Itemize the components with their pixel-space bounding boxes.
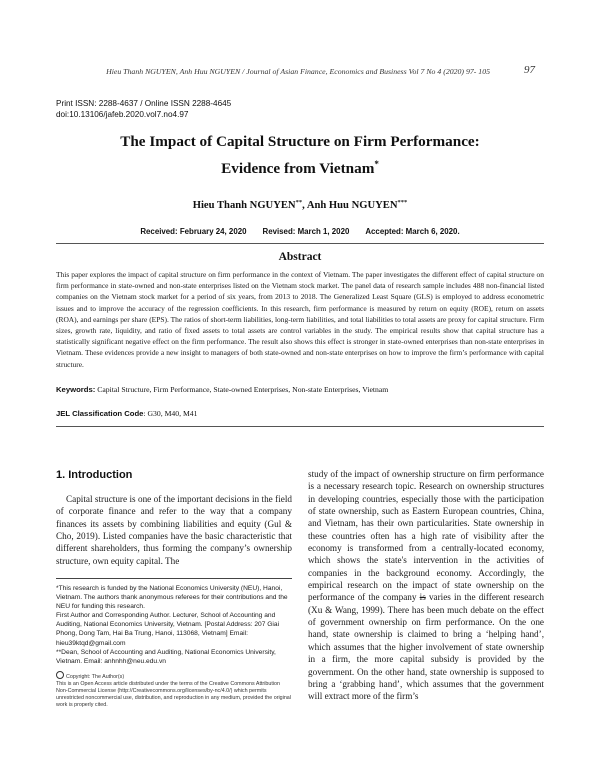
copyright-line [56,671,292,681]
issn-line: Print ISSN: 2288-4637 / Online ISSN 2288-4645 [56,99,232,108]
title-line-2-text: Evidence from Vietnam [221,160,375,178]
abstract-body: This paper explores the impact of capital structure on firm performance in the context of Vietnam. The paper investigates the different effect of capital structure on firm performance in state-owned and non-state enterprises listed on the Vietnam stock market. The panel data of research sample includes 488 non-financial listed companies on the Vietnam stock market for a period of six years, from 2013 to 2018. The Generalized Least Square (GLS) is employed to address econometric issues and to improve the accuracy of the regression coefficients. In this research, firm performance is measured by return on equity (ROE), return on assets (ROA), and earnings per share (EPS). The ratios of short-term liabilities, long-term liabilities, and total liabilities to total assets are proxy for capital structure. Firm sizes, growth rate, liquidity, and ratio of fixed assets to total assets are control variables in the study. The empirical results show that capital structure has a statistically significant negative effect on the firm performance. The result also shows this effect is stronger in state-owned enterprises than non-state enterprises in Vietnam. These evidences provide a new insight to managers of both state-owned and non-state enterprises on how to improve the firm’s performance with capital structure. [56,270,544,369]
author-1-mark: ** [295,199,303,206]
accepted-date: Accepted: March 6, 2020. [365,227,460,236]
right-column-part-b: varies in the different research (Xu & Wang, 1999). There has been much debate on the effect of government ownership on firm performance. On the one hand, state ownership is claimed to bring a ‘helping hand’, which assumes that the higher involvement of state ownership in a firm, the more capital subsidy is provided by the government. On the other hand, state ownership is supposed to bring a ‘grabbing hand’, which assumes that the government will extract more of the firm’s [308,592,544,702]
keywords-line [56,385,544,394]
issn-block [56,98,231,120]
copyright-block [56,671,292,709]
footnote-second-author: **Dean, School of Accounting and Auditing, National Economics University, Vietnam. Email: anhnhh@neu.edu.vn [56,648,276,665]
keywords-label: Keywords: [56,385,96,394]
footnote-first-author: First Author and Corresponding Author. Lecturer, School of Accounting and Auditing, National Economics University, Vietnam. [Postal Address: 207 Giai Phong, Dong Tam, Hai Ba Trung, Hanoi, 113068, Vietnam] Email: hieu39ktqd@gmail.com [56,612,280,647]
footnote-funding: *This research is funded by the National Economics University (NEU), Hanoi, Vietnam. The authors thank anonymous referees for their contributions and the NEU for funding this research. [56,585,288,611]
footnotes [56,584,292,666]
jel-label: JEL Classification Code [56,409,144,418]
title-footnote-mark: * [374,159,379,169]
author-2: Anh Huu NGUYEN [306,200,398,211]
running-head: Hieu Thanh NGUYEN, Anh Huu NGUYEN / Journal of Asian Finance, Economics and Business Vol 7 No 4 (2020) 97- 105 [106,67,490,76]
paper-title [50,130,550,180]
title-line-1: The Impact of Capital Structure on Firm Performance: [120,133,480,150]
revised-date: Revised: March 1, 2020 [262,227,350,236]
jel-codes: : G30, M40, M41 [143,409,198,418]
author-line [50,199,550,211]
jel-line [56,409,544,418]
title-line-2 [50,153,550,180]
copyright-icon [56,671,64,679]
received-date: Received: February 24, 2020 [140,227,247,236]
struck-word: is [419,592,426,603]
license-text: This is an Open Access article distributed under the terms of the Creative Commons Attribution Non-Commercial License (http://Creativecommons.org/licenses/by-nc/4.0/) which permits unrestricted noncommercial use, distribution, and reproduction in any medium, provided the original work is properly cited. [56,680,291,708]
intro-paragraph: Capital structure is one of the important decisions in the field of corporate finance and refer to the way that a company finances its assets by combining liabilities and equity (Gul & Cho, 2019). Listed companies have the basic characteristic that different shareholders, thus forming the company’s ownership structure, own equity capital. The [56,494,292,566]
page-number: 97 [524,64,535,76]
copyright-text: Copyright: The Author(s) [66,674,125,680]
doi-line: doi:10.13106/jafeb.2020.vol7.no4.97 [56,110,189,119]
author-separator: , [302,200,307,211]
keywords-text: Capital Structure, Firm Performance, State-owned Enterprises, Non-state Enterprises, Vietnam [97,385,389,394]
section-heading: 1. Introduction [56,469,133,481]
author-1: Hieu Thanh NGUYEN [192,200,296,211]
right-column-text [308,468,544,703]
rule-top [56,243,544,244]
footnote-rule [56,578,292,579]
author-2-mark: *** [397,199,408,206]
article-dates [50,227,550,236]
rule-bottom [56,426,544,427]
right-column-part-a: study of the impact of ownership structure on firm performance is a necessary research topic. Research on ownership structures in developing countries, especially those with the participation of state ownership, such as Eastern European countries, China, and Vietnam, has their own particularities. State ownership in these countries often has a high rate of visibility after the economy is transformed from a centrally-located economy, which shows the state's intervention in the activities of companies in the background economy. Accordingly, the empirical research on the impact of state ownership on the performance of the company [308,469,544,603]
abstract-heading: Abstract [278,251,322,263]
